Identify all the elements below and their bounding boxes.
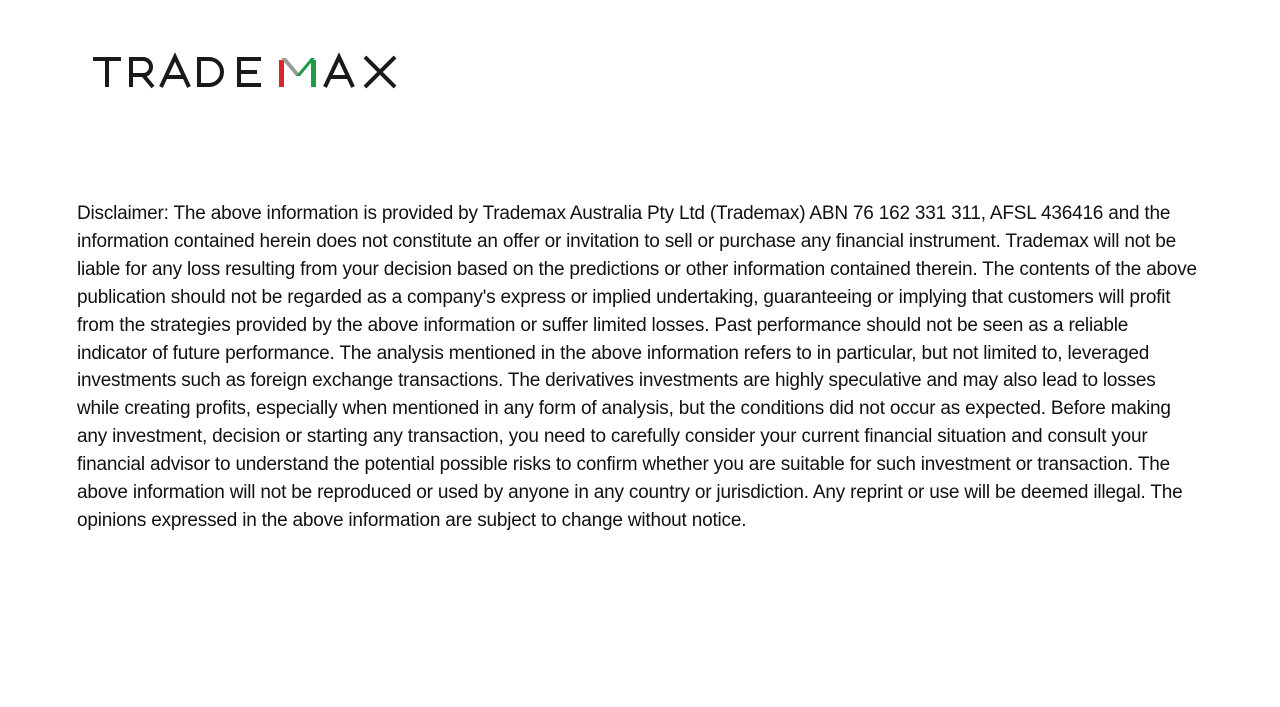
trademax-logo <box>93 52 403 92</box>
logo-graphic <box>93 52 403 92</box>
disclaimer-text: Disclaimer: The above information is provided by Trademax Australia Pty Ltd (Trademax) ABN 76 162 331 311, AFSL 436416 and the information contained herein does not constitute an offer or invitation to sell or purchase any financial instrument. Trademax will not be liable for any loss resulting from your decision based on the predictions or other information contained therein. The contents of the above publication should not be regarded as a company's express or implied undertaking, guaranteeing or implying that customers will profit from the strategies provided by the above information or suffer limited losses. Past performance should not be seen as a reliable indicator of future performance. The analysis mentioned in the above information refers to in particular, but not limited to, leveraged investments such as foreign exchange transactions. The derivatives investments are highly speculative and may also lead to losses while creating profits, especially when mentioned in any form of analysis, but the conditions did not occur as expected. Before making any investment, decision or starting any transaction, you need to carefully consider your current financial situation and consult your financial advisor to understand the potential possible risks to confirm whether you are suitable for such investment or transaction. The above information will not be reproduced or used by anyone in any country or jurisdiction. Any reprint or use will be deemed illegal. The opinions expressed in the above information are subject to change without notice. <box>77 203 1197 531</box>
